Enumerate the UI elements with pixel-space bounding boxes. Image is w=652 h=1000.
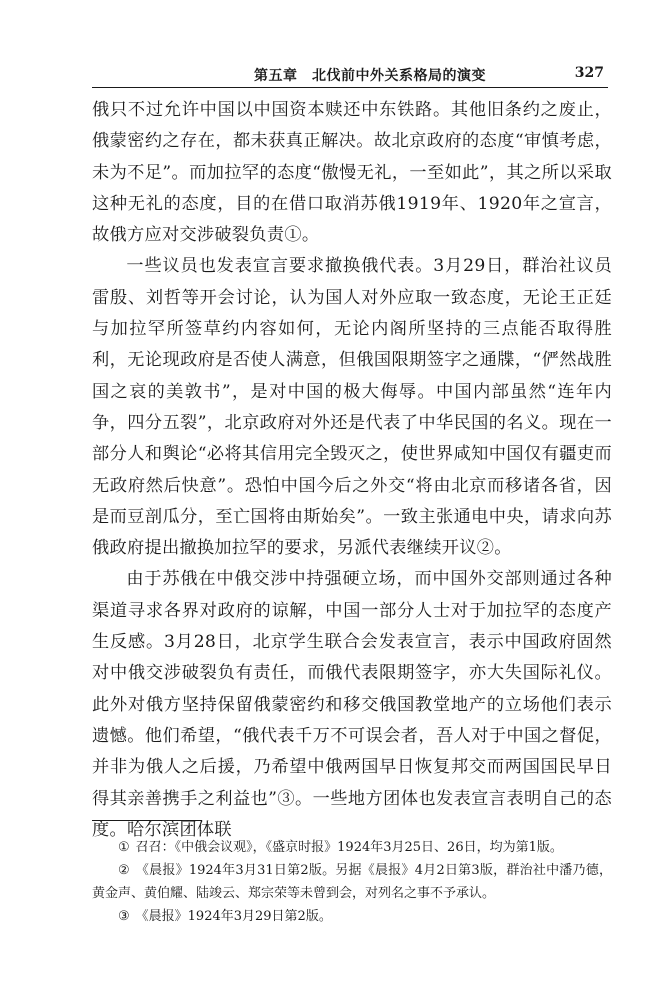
footnote-mark: ② [118,863,130,878]
chapter-title: 第五章 北伐前中外关系格局的演变 [254,68,486,84]
page-number: 327 [574,65,604,81]
running-header [92,62,608,88]
footnote-3 [92,905,612,928]
header-rule [92,87,608,88]
footnote-text: 《晨报》1924年3月29日第2版。 [135,909,332,924]
footnotes [92,836,612,928]
paragraph: 由于苏俄在中俄交涉中持强硬立场，而中国外交部则通过各种渠道寻求各界对政府的谅解，中国一部分人士对于加拉罕的态度产生反感。3月28日，北京学生联合会发表宣言，表示中国政府固然对中俄交涉破裂负有责任，而俄代表限期签字，亦大失国际礼仪。此外对俄方坚持保留俄蒙密约和移交俄国教堂地产的立场他们表示遗憾。他们希望，“俄代表千万不可误会者，吾人对于中国之督促，并非为俄人之后援，乃希望中俄两国早日恢复邦交而两国国民早日得其亲善携手之利益也”③。一些地方团体也发表宣言表明自己的态度。哈尔滨团体联 [92,569,612,840]
body-text [92,95,612,846]
footnote-text: 召召：《中俄会议观》，《盛京时报》1924年3月25日、26日，均为第1版。 [135,840,563,855]
footnote-divider [92,820,202,821]
footnote-mark: ① [118,840,130,855]
footnote-1 [92,836,612,859]
footnote-text: 《晨报》1924年3月31日第2版。另据《晨报》4月2日第3版，群治社中潘乃德，黄金声、黄伯耀、陆竣云、郑宗荣等未曾到会，对列名之事不予承认。 [92,863,612,901]
footnote-mark: ③ [118,909,130,924]
paragraph-continued: 俄只不过允许中国以中国资本赎还中东铁路。其他旧条约之废止，俄蒙密约之存在，都未获真正解决。故北京政府的态度“审慎考虑，未为不足”。而加拉罕的态度“傲慢无礼，一至如此”，其之所以采取这种无礼的态度，目的在借口取消苏俄1919年、1920年之宣言，故俄方应对交涉破裂负责①。 [92,100,612,246]
paragraph: 一些议员也发表宣言要求撤换俄代表。3月29日，群治社议员雷殷、刘哲等开会讨论，认为国人对外应取一致态度，无论王正廷与加拉罕所签草约内容如何，无论内阁所坚持的三点能否取得胜利，无论现政府是否使人满意，但俄国限期签字之通牒，“俨然战胜国之哀的美敦书”，是对中国的极大侮辱。中国内部虽然“连年内争，四分五裂”，北京政府对外还是代表了中华民国的名义。现在一部分人和舆论“必将其信用完全毁灭之，使世界咸知中国仅有疆吏而无政府然后快意”。恐怕中国今后之外交“将由北京而移诸各省，因是而豆剖瓜分，至亡国将由斯始矣”。一致主张通电中央，请求向苏俄政府提出撤换加拉罕的要求，另派代表继续开议②。 [92,256,612,559]
footnote-2 [92,859,612,905]
